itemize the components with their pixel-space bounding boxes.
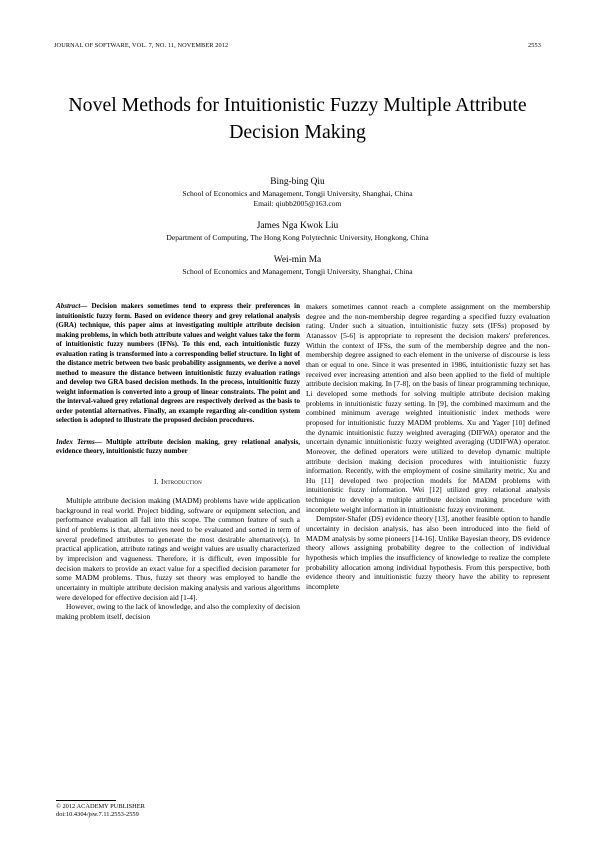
index-terms-text: Multiple attribute decision making, grey relational analysis, evidence theory, intuitionistic fuzzy number [56, 437, 300, 455]
right-column [306, 302, 550, 592]
author-list [40, 176, 555, 288]
journal-name: JOURNAL OF SOFTWARE, VOL. 7, NO. 11, NOVEMBER 2012 [54, 42, 229, 49]
footer-rule [56, 800, 116, 801]
author-email: Email: qiubb2005@163.com [253, 199, 342, 208]
publisher-line: © 2012 ACADEMY PUBLISHER [56, 803, 145, 810]
section-heading: I. Introduction [154, 476, 202, 486]
author-block [40, 176, 555, 209]
index-terms [56, 438, 300, 457]
page-number: 2553 [528, 42, 541, 49]
body-paragraph: Dempster-Shafer (DS) evidence theory [13], another feasible option to handle uncertainty in decision analysis, has also been introduced into the field of MADM analysis by some pioneers [14-16]. Unlike Bayesian theory, DS evidence theory allows assigning probability degree to the collection of individual hypothesis which implies the insufficiency of knowledge to realize the complete probability allocation among individual hypothesis. From this perspective, both evidence theory and intuitionistic fuzzy theory have the ability to represent incomplete [306, 514, 550, 592]
body-paragraph: Multiple attribute decision making (MADM) problems have wide application background in real world. Project bidding, software or equipment selection, and performance evaluation all fall into this scope. The common feature of such a kind of problems is that, alternatives need to be evaluated and sorted in term of several predefined attributes to generate the most desirable alternative(s). In practical application, attribute ratings and weight values are usually characterized by imprecision and vagueness. Therefore, it is difficult, even impossible for decision makers to provide an exact value for a specified decision parameter for some MADM problems. Thus, fuzzy set theory was employed to handle the uncertainty in multiple attribute decision making analysis and various algorithms were developed for effective decision aid [1-4]. [56, 496, 300, 602]
left-column [56, 302, 300, 622]
author-name: James Nga Kwok Liu [256, 221, 339, 231]
author-affiliation: School of Economics and Management, Tongji University, Shanghai, China [182, 267, 413, 276]
body-paragraph: However, owing to the lack of knowledge, and also the complexity of decision making problem itself, decision [56, 602, 300, 622]
author-name: Bing-bing Qiu [270, 177, 325, 187]
author-name: Wei-min Ma [273, 255, 322, 265]
running-header [54, 42, 541, 52]
abstract-text: Decision makers sometimes tend to express their preferences in intuitionistic fuzzy form. Based on evidence theory and grey relational analysis (GRA) technique, this paper aims at investigating multiple attribute decision making problems, in which both attribute values and weight values take the form of intuitionistic fuzzy numbers (IFNs). To this end, each intuitionistic fuzzy evaluation rating is transformed into a corresponding belief structure. In light of the distance metric between two basic probability assignments, we derive a novel method to measure the distance between intuitionistic fuzzy evaluation ratings and develop two GRA based decision methods. In the process, intuitionitic fuzzy weight information is converted into a group of linear constraints. The point and the interval-valued grey relational degrees are respectively derived as the basis to order potential alternatives. Finally, an example regarding air-condition system selection is adopted to illustrate the proposed decision procedures. [56, 302, 300, 424]
author-affiliation: School of Economics and Management, Tongji University, Shanghai, China [182, 189, 413, 198]
index-terms-lead: Index Terms— [56, 437, 102, 446]
paper-title: Novel Methods for Intuitionistic Fuzzy Multiple Attribute Decision Making [68, 94, 527, 143]
abstract-lead: Abstract— [56, 302, 88, 310]
page-footer [56, 803, 300, 820]
abstract [56, 302, 300, 426]
body-paragraph: makers sometimes cannot reach a complete assignment on the membership degree and the non-membership degree regarding a specified fuzzy evaluation rating. Under such a situation, intuitionistic fuzzy sets (IFSs) proposed by Atanassov [5-6] is appropriate to represent the decision makers' preferences. Within the context of IFSs, the sum of the membership degree and the non-membership degree assigned to each element in the universe of discourse is less than or equal to one. Since it was presented in 1986, intuitionistic fuzzy set has received ever increasing attention and also been applied to the field of multiple attribute decision making. In [7-8], on the basis of linear programming technique, Li developed some methods for solving multiple attribute decision making problems in intuitionistic fuzzy setting. In [9], the combined maximum and the combined minimum average weighted intuitionistic index methods were proposed for intuitionistic fuzzy MADM problems. Xu and Yager [10] defined the dynamic intuitionistic fuzzy weighted averaging (DIFWA) operator and the uncertain dynamic intuitionistic fuzzy weighted averaging (UDIFWA) operator. Moreover, the defined operators were utilized to develop dynamic multiple attribute decision making decision procedures with intuitionistic fuzzy information. Recently, with the employment of cosine similarity metric, Xu and Hu [11] developed two projection models for MADM problems with intuitionistic fuzzy information. Wei [12] utilized grey relational analysis technique to develop a multiple attribute decision making procedure with incomplete weight information in intuitionistic fuzzy environment. [306, 302, 550, 514]
doi-line: doi:10.4304/jsw.7.11.2553-2559 [56, 811, 139, 819]
author-block [40, 254, 555, 277]
author-affiliation: Department of Computing, The Hong Kong Polytechnic University, Hongkong, China [166, 233, 429, 242]
author-block [40, 220, 555, 243]
